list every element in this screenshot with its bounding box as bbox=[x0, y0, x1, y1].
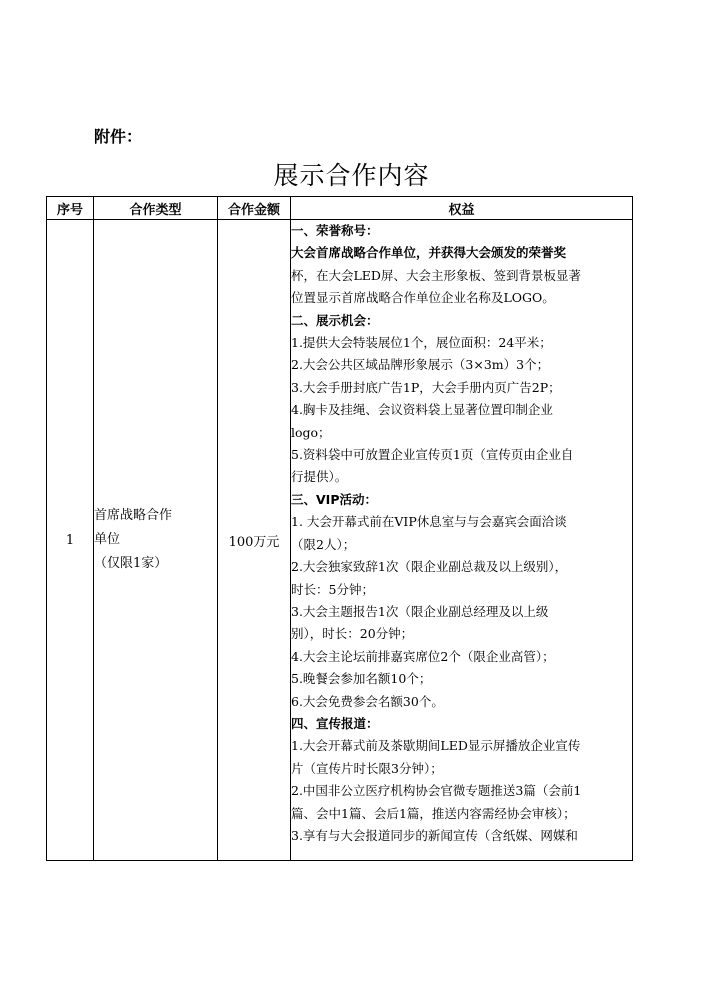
benefit-line: 时长：5分钟； bbox=[291, 581, 374, 597]
benefit-line: 3.大会主题报告1次（限企业副总经理及以上级 bbox=[291, 603, 549, 619]
benefit-line: 3.大会手册封底广告1P，大会手册内页广告2P； bbox=[291, 379, 561, 395]
header-amount: 合作金额 bbox=[218, 197, 291, 220]
benefit-section-heading: 一、荣誉称号： bbox=[291, 223, 379, 238]
attachment-label: 附件： bbox=[94, 127, 143, 146]
cell-type bbox=[94, 220, 218, 861]
type-line: 首席战略合作 bbox=[94, 508, 173, 523]
cell-benefits bbox=[291, 220, 633, 861]
benefit-line: 位置显示首席战略合作单位企业名称及LOGO。 bbox=[291, 290, 555, 306]
benefit-line: 1.大会开幕式前及茶歇期间LED显示屏播放企业宣传 bbox=[291, 738, 581, 754]
benefit-line: （限2人）； bbox=[291, 536, 356, 552]
benefit-section-heading: 三、VIP活动： bbox=[291, 491, 377, 507]
benefit-line: 片（宣传片时长限3分钟）； bbox=[291, 760, 443, 776]
benefit-line: 行提供）。 bbox=[291, 469, 348, 485]
benefit-line: 2.大会独家致辞1次（限企业副总裁及以上级别）， bbox=[291, 559, 568, 575]
header-benefits: 权益 bbox=[291, 197, 633, 220]
benefit-line: 3.享有与大会报道同步的新闻宣传（含纸媒、网媒和 bbox=[291, 827, 578, 843]
benefit-line: 4.胸卡及挂绳、会议资料袋上显著位置印制企业 bbox=[291, 402, 553, 418]
benefit-line: logo； bbox=[291, 424, 331, 440]
header-type: 合作类型 bbox=[94, 197, 218, 220]
table-row bbox=[47, 220, 633, 861]
cell-amount: 100万元 bbox=[218, 220, 291, 861]
benefit-line: 2.中国非公立医疗机构协会官微专题推送3篇（会前1 bbox=[291, 783, 582, 799]
benefit-line: 别），时长：20分钟； bbox=[291, 626, 414, 642]
benefit-line: 5.资料袋中可放置企业宣传页1页（宣传页由企业自 bbox=[291, 447, 574, 463]
table-header-row bbox=[47, 197, 633, 220]
benefit-section-heading: 二、展示机会： bbox=[291, 312, 379, 328]
benefit-line: 1. 大会开幕式前在VIP休息室与与会嘉宾会面洽谈 bbox=[291, 514, 567, 530]
benefit-line: 1.提供大会特装展位1个，展位面积：24平米； bbox=[291, 335, 552, 351]
cell-seq: 1 bbox=[47, 220, 94, 861]
document-title: 展示合作内容 bbox=[273, 161, 430, 190]
benefit-line: 5.晚餐会参加名额10个； bbox=[291, 671, 432, 687]
type-line: 单位 bbox=[94, 532, 121, 547]
benefit-line: 2.大会公共区域品牌形象展示（3×3m）3个； bbox=[291, 357, 550, 373]
type-line: （仅限1家） bbox=[94, 556, 168, 571]
benefit-line: 杯，在大会LED屏、大会主形象板、签到背景板显著 bbox=[291, 267, 581, 283]
benefit-line: 6.大会免费参会名额30个。 bbox=[291, 693, 444, 709]
benefit-section-heading: 四、宣传报道： bbox=[291, 715, 379, 731]
benefit-line: 大会首席战略合作单位，并获得大会颁发的荣誉奖 bbox=[291, 245, 567, 261]
benefit-line: 篇、会中1篇、会后1篇，推送内容需经协会审核）； bbox=[291, 805, 576, 821]
benefit-line: 4.大会主论坛前排嘉宾席位2个（限企业高管）； bbox=[291, 648, 555, 664]
header-seq: 序号 bbox=[47, 197, 94, 220]
cooperation-table bbox=[46, 196, 633, 861]
